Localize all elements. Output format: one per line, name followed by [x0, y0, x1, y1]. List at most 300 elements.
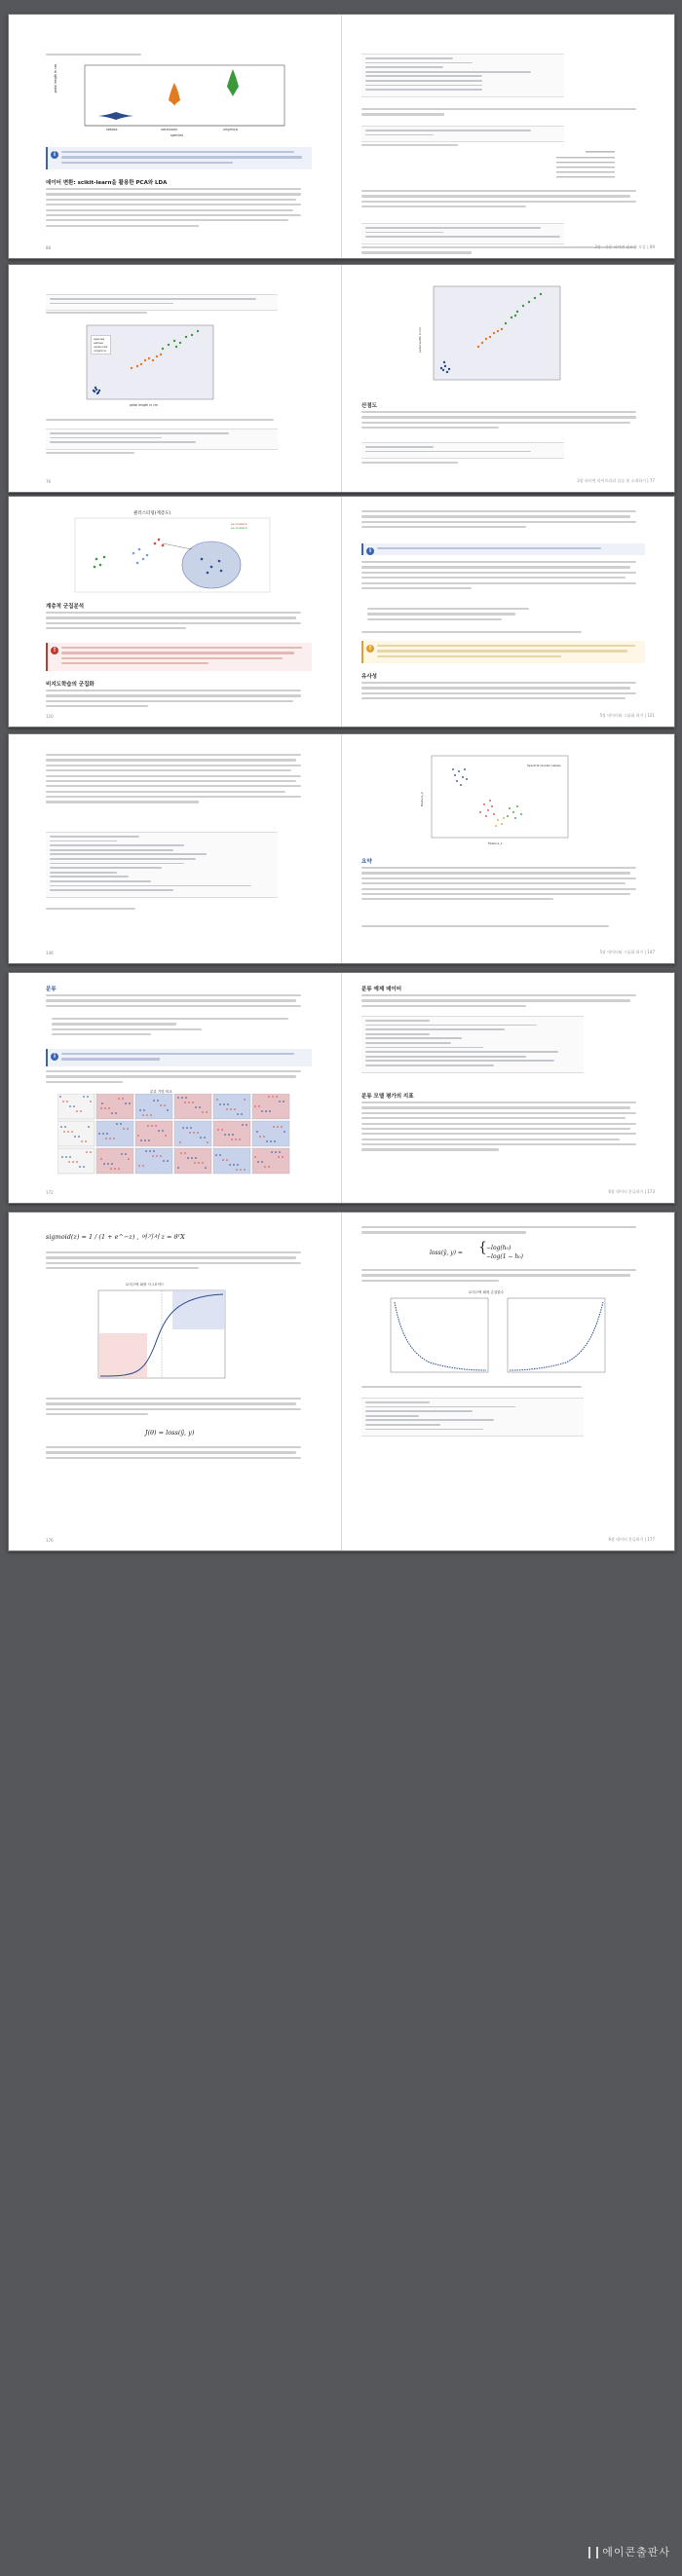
body-text [361, 1101, 636, 1154]
body-text [361, 925, 636, 930]
code-block [361, 442, 564, 459]
grid-point [268, 1166, 270, 1168]
grid-point [276, 1096, 278, 1098]
grid-point [69, 1156, 71, 1158]
grid-point [217, 1129, 219, 1131]
sigmoid-title: 로지스틱 회귀 시그모이드 [126, 1283, 165, 1287]
grid-point [270, 1140, 272, 1142]
grid-point [102, 1133, 104, 1135]
grid-point [114, 1168, 116, 1170]
body-text [361, 631, 636, 636]
code-block [361, 223, 564, 244]
grid-point [216, 1099, 218, 1101]
page-number: 88 [46, 245, 52, 250]
body-text [361, 462, 636, 467]
spread-2 [8, 264, 675, 493]
grid-point [139, 1109, 141, 1111]
spread-6 [8, 1212, 675, 1551]
grid-point [123, 1128, 125, 1130]
classifier-comparison-grid [57, 1090, 291, 1177]
body-text [361, 1269, 636, 1285]
grid-cell [135, 1094, 172, 1119]
body-text [361, 682, 636, 703]
running-head: 5장 데이터와 그룹화 하기 | 121 [599, 713, 655, 718]
grid-point [244, 1169, 246, 1171]
grid-point [142, 1114, 144, 1116]
scatter-plot [73, 323, 219, 411]
grid-point [197, 1132, 199, 1134]
grid-point [282, 1156, 284, 1158]
grid-point [193, 1132, 195, 1134]
grid-point [167, 1109, 169, 1111]
grid-point [274, 1140, 276, 1142]
spread-3 [8, 496, 675, 728]
grid-point [256, 1131, 258, 1133]
violin-ylabel: petal length in cm [54, 63, 57, 93]
warning-note [46, 643, 312, 671]
body-text [46, 612, 301, 633]
grid-point [60, 1126, 62, 1128]
page-right [342, 734, 674, 963]
grid-point [206, 1111, 208, 1113]
grid-point [121, 1153, 123, 1155]
grid-point [111, 1112, 113, 1114]
grid-point [72, 1161, 74, 1163]
page-left [9, 15, 341, 258]
grid-point [120, 1123, 122, 1125]
grid-point [246, 1124, 247, 1126]
body-text [46, 188, 301, 230]
grid-point [128, 1158, 130, 1160]
grid-point [146, 1114, 148, 1116]
grid-point [122, 1098, 124, 1100]
grid-point [138, 1165, 140, 1167]
grid-point [90, 1101, 92, 1102]
body-text [46, 994, 301, 1010]
grid-point [116, 1123, 118, 1125]
body-text [46, 908, 301, 913]
body-text [46, 452, 299, 457]
page-right [342, 497, 674, 727]
grid-point [113, 1138, 115, 1139]
sigmoid-plot [87, 1283, 233, 1390]
grid-point [106, 1133, 108, 1135]
spectral-xlabel: Feature_1 [488, 841, 503, 845]
grid-point [160, 1104, 162, 1106]
grid-point [156, 1155, 158, 1157]
body-text [361, 994, 636, 1010]
spread-1 [8, 14, 675, 259]
info-icon: i [366, 547, 374, 555]
grid-point [90, 1151, 92, 1153]
section-heading-classify-data: 분류 예제 데이터 [361, 987, 402, 992]
tip-icon: ! [366, 645, 374, 653]
spread-4 [8, 733, 675, 964]
grid-point [86, 1151, 88, 1153]
code-block [361, 1016, 584, 1073]
violin-xlabel: species [170, 133, 184, 137]
info-icon: i [51, 151, 58, 159]
page-left [9, 497, 341, 727]
page-left [9, 1213, 341, 1550]
grid-point [186, 1127, 188, 1129]
grid-point [147, 1125, 149, 1127]
grid-point [162, 1130, 164, 1132]
grid-point [79, 1166, 81, 1168]
grid-point [153, 1150, 155, 1152]
grid-point [268, 1096, 270, 1098]
page-right [342, 15, 674, 258]
grid-point [150, 1114, 152, 1116]
grid-point [226, 1108, 228, 1110]
grid-point [104, 1107, 106, 1109]
grid-cell [57, 1148, 95, 1174]
body-text [46, 754, 301, 806]
cluster-title: 클러스터링(계층도) [133, 511, 171, 516]
running-head-text: 3장 · 기본 파이썬 필요한 모듈 [594, 244, 647, 249]
grid-point [144, 1139, 146, 1141]
grid-point [279, 1101, 281, 1102]
grid-point [277, 1126, 279, 1128]
grid-point [83, 1096, 85, 1098]
grid-point [190, 1127, 192, 1129]
grid-point [187, 1157, 189, 1159]
grid-point [261, 1161, 263, 1163]
grid-point [108, 1107, 110, 1109]
grid-point [177, 1167, 179, 1169]
code-block [46, 429, 278, 450]
violin-plot [56, 63, 289, 141]
publisher-logo-icon [588, 2547, 598, 2558]
grid-point [88, 1126, 90, 1128]
grid-point [180, 1152, 182, 1154]
grid-point [73, 1105, 75, 1107]
running-head: 3장 파이썬 라이브러리 실습 및 소개하기 | 77 [577, 478, 655, 483]
body-text [46, 54, 319, 58]
scatter-plot-2 [420, 284, 566, 396]
grid-point [223, 1103, 225, 1105]
page-left [9, 973, 341, 1203]
page-number: 77 [649, 478, 655, 483]
grid-point [151, 1125, 153, 1127]
grid-point [76, 1110, 78, 1112]
section-heading-scatter: 산점도 [361, 403, 377, 409]
scatter-legend [91, 335, 111, 355]
grid-point [200, 1137, 202, 1139]
grid-point [244, 1099, 246, 1101]
grid-point [142, 1165, 144, 1167]
grid-title: 분류 기법 비교 [150, 1090, 172, 1094]
grid-point [105, 1138, 107, 1139]
code-block [361, 1398, 584, 1437]
loss-case-2: −log(1 − h₀) [486, 1253, 524, 1260]
grid-point [100, 1158, 102, 1160]
grid-point [100, 1107, 102, 1109]
legend-virginica: virginica [94, 349, 106, 353]
grid-point [258, 1105, 260, 1107]
grid-point [194, 1162, 196, 1164]
grid-point [272, 1096, 274, 1098]
grid-point [191, 1157, 193, 1159]
grid-point [74, 1136, 76, 1138]
grid-point [164, 1104, 166, 1106]
grid-point [163, 1160, 165, 1162]
grid-point [242, 1124, 244, 1126]
grid-point [195, 1157, 197, 1159]
grid-point [67, 1131, 69, 1133]
page-number: 76 [46, 479, 52, 484]
running-head-text: 3장 파이썬 라이브러리 실습 및 소개하기 [577, 478, 647, 483]
sigmoid-formula: sigmoid(z) = 1 / (1 + e^−z) , 여기서 z = θᵀX [46, 1233, 185, 1241]
grid-point [149, 1150, 151, 1152]
publisher-name: 에이콘출판사 [602, 2546, 670, 2558]
running-head-text: 5장 데이터와 그룹화 하기 [599, 713, 644, 718]
violin-cat-3: virginica [223, 128, 238, 131]
grid-point [261, 1110, 263, 1112]
page-number: 146 [46, 951, 54, 955]
grid-point [231, 1139, 233, 1140]
grid-point [115, 1112, 117, 1114]
grid-point [188, 1101, 190, 1103]
spectral-ylabel: Feature_2 [420, 792, 424, 806]
running-head: 6장 데이터 분류하기 | 177 [608, 1537, 655, 1542]
grid-cell [135, 1121, 172, 1146]
page-right [342, 265, 674, 492]
page-number: 120 [46, 714, 54, 719]
spectral-cluster-plot [420, 752, 576, 849]
grid-point [165, 1135, 167, 1137]
body-text [361, 1226, 636, 1237]
body-text [46, 1070, 301, 1086]
grid-cell [96, 1094, 133, 1119]
grid-point [118, 1168, 120, 1170]
grid-point [215, 1154, 217, 1156]
section-heading-affinity: 유사성 [361, 674, 377, 680]
running-head: 5장 데이터와 그룹화 하기 | 147 [599, 950, 655, 954]
grid-point [78, 1136, 80, 1138]
grid-point [83, 1166, 85, 1168]
running-head: 3장 · 기본 파이썬 필요한 모듈 | 89 [594, 244, 655, 249]
grid-point [107, 1163, 109, 1165]
grid-point [177, 1097, 179, 1099]
legend-title: species [94, 337, 105, 341]
grid-point [239, 1139, 241, 1140]
grid-point [167, 1160, 169, 1162]
grid-point [219, 1103, 221, 1105]
grid-point [125, 1153, 127, 1155]
grid-point [235, 1139, 237, 1140]
loss-brace: { [478, 1240, 487, 1255]
grid-point [281, 1126, 283, 1128]
legend-versicolor: versicolor [94, 345, 108, 349]
grid-point [62, 1101, 64, 1102]
body-text [361, 510, 636, 532]
grid-point [222, 1159, 224, 1161]
scatter2-ylabel: petal width in cm [418, 326, 422, 353]
grid-point [64, 1126, 66, 1128]
grid-point [158, 1130, 160, 1132]
grid-cell [213, 1121, 250, 1146]
grid-cell [252, 1094, 289, 1119]
grid-point [61, 1156, 63, 1158]
grid-point [273, 1126, 275, 1128]
loss-case-1: −log(h₀) [486, 1245, 512, 1251]
page-number: 147 [647, 950, 655, 954]
code-block [46, 832, 278, 898]
cluster-legend [231, 522, 247, 530]
grid-point [284, 1131, 285, 1133]
grid-point [237, 1164, 239, 1166]
section-heading-classification: 분류 [46, 987, 57, 992]
grid-point [125, 1102, 127, 1104]
grid-point [259, 1136, 261, 1138]
body-text [361, 190, 636, 211]
legend-setosa: setosa [94, 341, 103, 345]
grid-point [157, 1100, 159, 1101]
body-text [361, 108, 636, 119]
grid-point [254, 1156, 256, 1158]
body-text [46, 1251, 301, 1273]
grid-point [87, 1096, 89, 1098]
grid-point [148, 1139, 150, 1141]
grid-point [254, 1105, 256, 1107]
page-right [342, 1213, 674, 1550]
section-heading-hierarchy: 계층적 군집분석 [46, 604, 85, 610]
grid-point [233, 1164, 235, 1166]
scatter-xlabel: petal length in cm [130, 403, 159, 407]
page-number: 89 [649, 244, 655, 249]
grid-point [269, 1110, 271, 1112]
grid-cell [174, 1094, 211, 1119]
grid-point [152, 1155, 154, 1157]
grid-point [137, 1135, 139, 1137]
grid-point [98, 1133, 100, 1135]
data-table [547, 149, 625, 184]
body-text [361, 411, 636, 432]
grid-point [241, 1113, 243, 1115]
grid-point [257, 1161, 259, 1163]
grid-point [80, 1110, 82, 1112]
loss-lhs: loss(ŷ, y) = [430, 1250, 463, 1256]
body-text [46, 312, 299, 317]
grid-cell [252, 1121, 289, 1146]
grid-point [263, 1136, 265, 1138]
grid-point [202, 1162, 204, 1164]
grid-point [63, 1131, 65, 1133]
body-text [361, 561, 636, 592]
grid-point [66, 1101, 68, 1102]
grid-point [275, 1151, 277, 1153]
grid-point [195, 1106, 197, 1108]
loss-title: 로지스틱 회귀 손실함수 [469, 1290, 505, 1294]
grid-point [153, 1100, 155, 1101]
grid-point [185, 1097, 187, 1099]
publisher-logo [588, 2544, 670, 2559]
grid-point [226, 1159, 228, 1161]
grid-point [266, 1140, 268, 1142]
page-left [9, 734, 341, 963]
grid-point [202, 1111, 204, 1113]
grid-cell [57, 1121, 95, 1146]
grid-point [103, 1163, 105, 1165]
grid-point [232, 1134, 234, 1136]
grid-point [118, 1098, 120, 1100]
grid-point [230, 1108, 232, 1110]
grid-point [59, 1096, 61, 1098]
grid-point [109, 1138, 111, 1139]
grid-point [192, 1101, 194, 1103]
grid-point [81, 1140, 83, 1142]
running-head-text: 6장 데이터 분류하기 [608, 1189, 644, 1194]
page-right [342, 973, 674, 1203]
section-heading-metrics: 분류 모델 평가의 지표 [361, 1094, 414, 1100]
grid-point [111, 1163, 113, 1165]
grid-cell [252, 1148, 289, 1174]
page-number: 176 [46, 1538, 54, 1543]
grid-point [228, 1134, 230, 1136]
grid-cell [96, 1148, 133, 1174]
body-text [361, 867, 636, 904]
info-note [46, 1049, 312, 1066]
grid-point [265, 1110, 267, 1112]
grid-point [189, 1132, 191, 1134]
grid-point [69, 1105, 71, 1107]
grid-point [71, 1131, 73, 1133]
spread-5 [8, 972, 675, 1204]
body-text [361, 1386, 636, 1391]
grid-point [160, 1155, 162, 1157]
warning-icon: ! [51, 647, 58, 654]
grid-point [65, 1156, 67, 1158]
grid-point [207, 1141, 208, 1143]
grid-point [221, 1129, 223, 1131]
violin-cat-1: setosa [106, 128, 118, 131]
grid-cell [96, 1121, 133, 1146]
running-head-text: 5장 데이터와 그룹화 하기 [599, 950, 644, 954]
grid-point [184, 1152, 186, 1154]
running-head-text: 6장 데이터 분류하기 [608, 1537, 644, 1542]
grid-point [101, 1102, 103, 1104]
body-text [46, 419, 299, 424]
grid-point [224, 1134, 226, 1136]
grid-point [85, 1140, 87, 1142]
grid-point [68, 1161, 70, 1163]
page-number: 177 [647, 1537, 655, 1542]
grid-point [240, 1169, 242, 1171]
grid-point [219, 1154, 221, 1156]
section-heading-lda: 데이터 변환: scikit-learn을 활용한 PCA와 LDA [46, 180, 168, 186]
grid-cell [174, 1148, 211, 1174]
grid-point [184, 1101, 186, 1103]
grid-point [279, 1151, 281, 1153]
bullet-list [52, 1018, 301, 1039]
grid-point [110, 1168, 112, 1170]
grid-point [155, 1125, 157, 1127]
code-block [46, 294, 278, 311]
body-text [46, 690, 301, 711]
cost-formula: J(θ) = loss(ŷ, y) [145, 1429, 195, 1437]
page-number: 173 [647, 1189, 655, 1194]
spectral-legend-title: Spectral Cluster Labels [527, 764, 561, 767]
page-number: 172 [46, 1190, 54, 1195]
tip-note [361, 641, 645, 663]
grid-point [227, 1103, 229, 1105]
loss-curve-plot [381, 1290, 615, 1378]
legend-cluster1: ex.cluster1 [231, 522, 247, 526]
section-heading-summary: 요약 [361, 859, 372, 865]
info-icon: i [51, 1053, 58, 1061]
grid-point [76, 1161, 78, 1163]
